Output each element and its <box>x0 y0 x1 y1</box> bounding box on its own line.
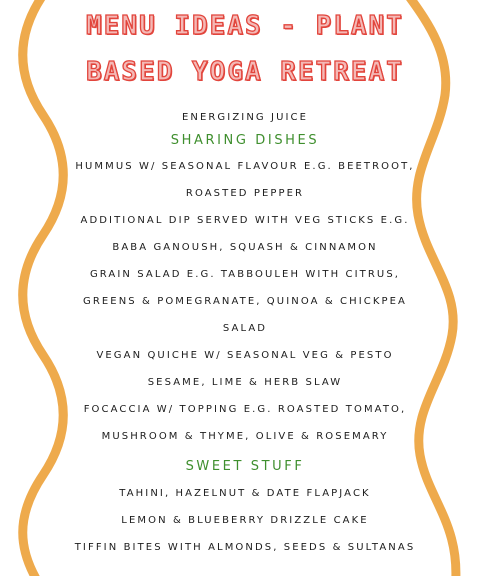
menu-item: GREENS & POMEGRANATE, QUINOA & CHICKPEA <box>82 296 408 307</box>
title-line-1: MENU IDEAS - PLANT <box>86 11 404 41</box>
menu-item: ROASTED PEPPER <box>185 188 305 199</box>
menu-list <box>40 107 450 561</box>
menu-item: GRAIN SALAD E.G. TABBOULEH WITH CITRUS, <box>89 269 401 280</box>
menu-item: FOCACCIA W/ TOPPING E.G. ROASTED TOMATO, <box>83 404 407 415</box>
menu-item: ADDITIONAL DIP SERVED WITH VEG STICKS E.G. <box>80 215 410 226</box>
menu-item: TAHINI, HAZELNUT & DATE FLAPJACK <box>119 488 371 499</box>
menu-item: LEMON & BLUEBERRY DRIZZLE CAKE <box>121 515 369 526</box>
menu-item: BABA GANOUSH, SQUASH & CINNAMON <box>112 242 378 253</box>
menu-item: TIFFIN BITES WITH ALMONDS, SEEDS & SULTANAS <box>74 542 416 553</box>
menu-item-juice: ENERGIZING JUICE <box>181 112 309 123</box>
section-heading-sweet: SWEET STUFF <box>185 459 305 474</box>
section-heading-sharing: SHARING DISHES <box>170 133 320 148</box>
menu-item: VEGAN QUICHE W/ SEASONAL VEG & PESTO <box>96 350 394 361</box>
menu-item: HUMMUS W/ SEASONAL FLAVOUR E.G. BEETROOT, <box>75 161 415 172</box>
menu-item: SESAME, LIME & HERB SLAW <box>147 377 343 388</box>
menu-item: SALAD <box>222 323 268 334</box>
title-line-2: BASED YOGA RETREAT <box>86 57 404 87</box>
menu-item: MUSHROOM & THYME, OLIVE & ROSEMARY <box>101 431 389 442</box>
